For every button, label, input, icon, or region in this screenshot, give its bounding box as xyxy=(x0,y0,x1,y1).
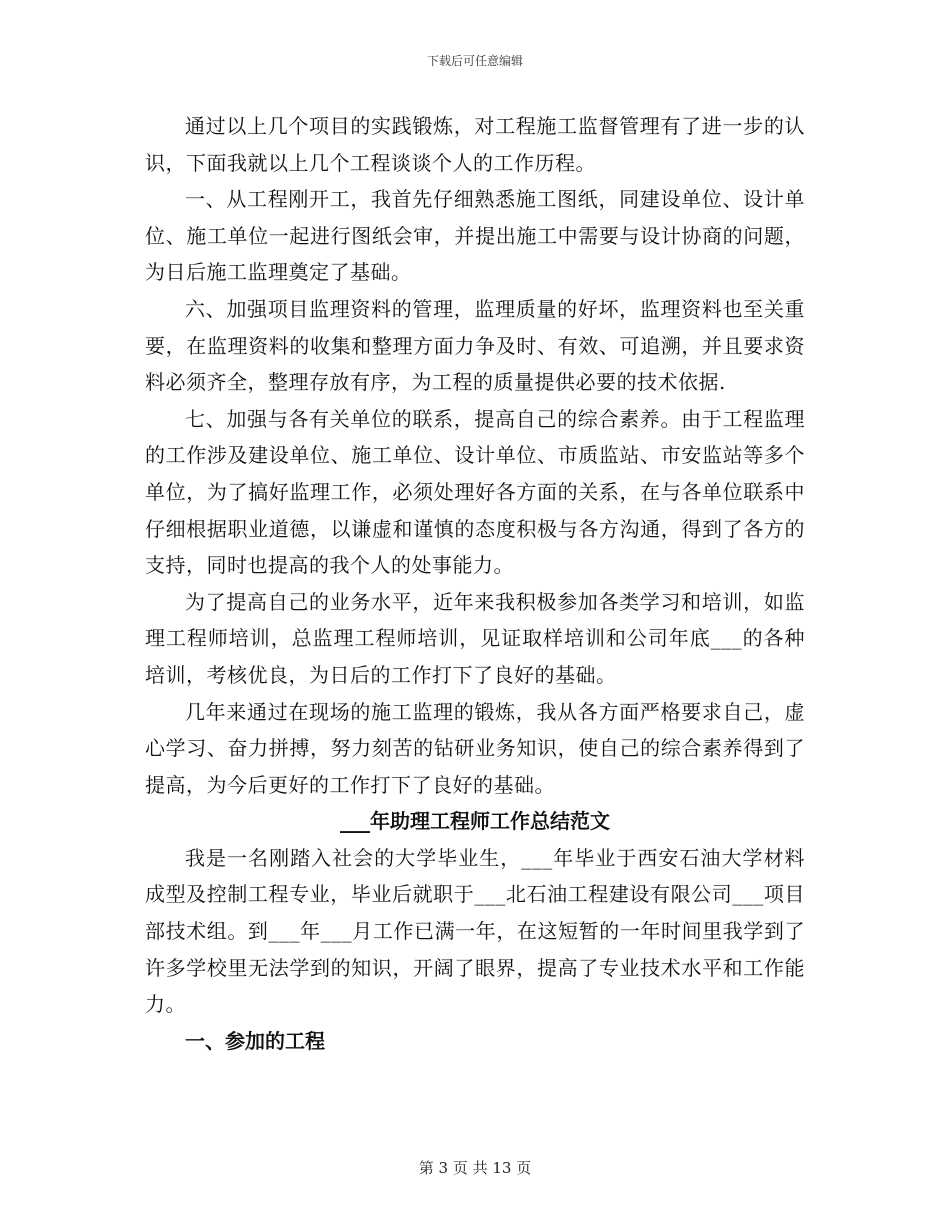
paragraph-point-seven: 七、加强与各有关单位的联系，提高自己的综合素养。由于工程监理的工作涉及建设单位、施工单位、设计单位、市质监站、市安监站等多个单位，为了搞好监理工作，必须处理好各方面的关系，在与各单位联系中仔细根据职业道德，以谦虚和谨慎的态度积极与各方沟通，得到了各方的支持，同时也提高的我个人的处事能力。 xyxy=(145,406,805,578)
paragraph-point-one: 一、从工程刚开工，我首先仔细熟悉施工图纸，同建设单位、设计单位、施工单位一起进行图纸会审，并提出施工中需要与设计协商的问题，为日后施工监理奠定了基础。 xyxy=(145,187,805,285)
paragraph-self-intro: 我是一名刚踏入社会的大学毕业生，___年毕业于西安石油大学材料成型及控制工程专业，毕业后就职于___北石油工程建设有限公司___项目部技术组。到___年___月工作已满一年，在这短暂的一年时间里我学到了许多学校里无法学到的知识，开阔了眼界，提高了专业技术水平和工作能力。 xyxy=(145,845,805,1017)
section-title: ___年助理工程师工作总结范文 xyxy=(340,809,610,834)
paragraph-training: 为了提高自己的业务水平，近年来我积极参加各类学习和培训，如监理工程师培训，总监理工程师培训，见证取样培训和公司年底___的各种培训，考核优良，为日后的工作打下了良好的基础。 xyxy=(145,589,805,687)
header-note: 下载后可任意编辑 xyxy=(426,54,523,68)
sub-heading: 一、参加的工程 xyxy=(185,1028,325,1053)
page-number-footer: 第 3 页 共 13 页 xyxy=(418,1159,532,1177)
paragraph-intro-summary: 通过以上几个项目的实践锻炼，对工程施工监督管理有了进一步的认识，下面我就以上几个工程谈谈个人的工作历程。 xyxy=(145,114,805,175)
paragraph-point-six: 六、加强项目监理资料的管理，监理质量的好坏，监理资料也至关重要，在监理资料的收集和整理方面力争及时、有效、可追溯，并且要求资料必须齐全，整理存放有序，为工程的质量提供必要的技术依据. xyxy=(145,296,805,395)
document-body xyxy=(145,108,805,1059)
paragraph-conclusion: 几年来通过在现场的施工监理的锻炼，我从各方面严格要求自己，虚心学习、奋力拼搏，努力刻苦的钻研业务知识，使自己的综合素养得到了提高，为今后更好的工作打下了良好的基础。 xyxy=(145,699,805,797)
